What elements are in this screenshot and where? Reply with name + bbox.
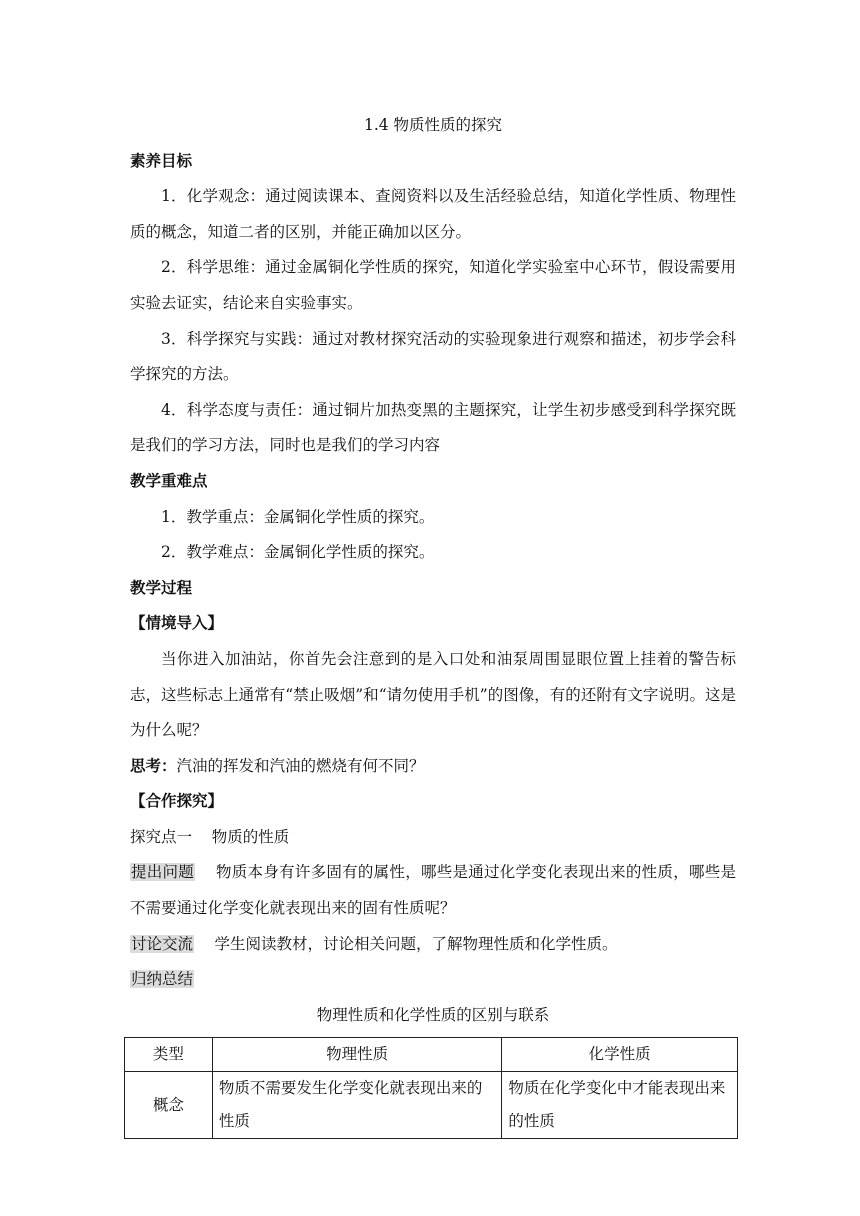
goal-item-2: 2．科学思维：通过金属铜化学性质的探究，知道化学实验室中心环节，假设需要用实验去证实，结论来自实验事实。 bbox=[130, 258, 736, 312]
think-text: 汽油的挥发和汽油的燃烧有何不同？ bbox=[176, 756, 425, 775]
process-heading: 教学过程 bbox=[130, 578, 193, 597]
goals-heading: 素养目标 bbox=[130, 151, 193, 170]
goal-item-4: 4．科学态度与责任：通过铜片加热变黑的主题探究，让学生初步感受到科学探究既是我们的学习方法，同时也是我们的学习内容 bbox=[130, 400, 736, 455]
document-title: 1.4 物质性质的探究 bbox=[363, 116, 503, 134]
table-row bbox=[125, 1072, 738, 1139]
question-paragraph bbox=[130, 855, 736, 926]
properties-table bbox=[124, 1037, 738, 1139]
discuss-paragraph bbox=[130, 927, 736, 963]
table-cell: 物质在化学变化中才能表现出来的性质 bbox=[502, 1072, 738, 1139]
think-label: 思考： bbox=[130, 756, 177, 775]
document-page bbox=[130, 108, 736, 1139]
intro-heading: 【情境导入】 bbox=[130, 614, 224, 633]
think-line bbox=[130, 749, 736, 785]
table-header-cell: 物理性质 bbox=[212, 1038, 502, 1072]
key-point-1: 1．教学重点：金属铜化学性质的探究。 bbox=[161, 507, 435, 526]
intro-text: 当你进入加油站，你首先会注意到的是入口处和油泵周围显眼位置上挂着的警告标志，这些标志上通常有“禁止吸烟”和“请勿使用手机”的图像，有的还附有文字说明。这是为什么呢？ bbox=[130, 649, 736, 740]
table-cell: 物质不需要发生化学变化就表现出来的性质 bbox=[212, 1072, 502, 1139]
summary-line bbox=[130, 962, 736, 998]
summary-label: 归纳总结 bbox=[131, 970, 194, 989]
table-header-cell: 化学性质 bbox=[502, 1038, 738, 1072]
question-text: 物质本身有许多固有的属性，哪些是通过化学变化表现出来的性质，哪些是不需要通过化学变化就表现出来的固有性质呢？ bbox=[130, 863, 736, 918]
key-points-heading: 教学重难点 bbox=[130, 471, 208, 490]
discuss-label: 讨论交流 bbox=[131, 934, 194, 953]
goal-item-1: 1．化学观念：通过阅读课本、查阅资料以及生活经验总结，知道化学性质、物理性质的概念，知道二者的区别，并能正确加以区分。 bbox=[130, 187, 736, 241]
goal-item-3: 3．科学探究与实践：通过对教材探究活动的实验现象进行观察和描述，初步学会科学探究的方法。 bbox=[130, 329, 736, 384]
key-point-2: 2．教学难点：金属铜化学性质的探究。 bbox=[161, 543, 435, 562]
table-caption: 物理性质和化学性质的区别与联系 bbox=[316, 1005, 550, 1024]
coop-heading: 【合作探究】 bbox=[130, 792, 224, 811]
table-header-cell: 类型 bbox=[125, 1038, 213, 1072]
table-header-row bbox=[125, 1038, 738, 1072]
discuss-text: 学生阅读教材，讨论相关问题，了解物理性质和化学性质。 bbox=[214, 934, 618, 953]
table-cell: 概念 bbox=[125, 1072, 213, 1139]
question-label: 提出问题 bbox=[131, 863, 195, 882]
explore-point-1: 探究点一 物质的性质 bbox=[130, 827, 290, 846]
